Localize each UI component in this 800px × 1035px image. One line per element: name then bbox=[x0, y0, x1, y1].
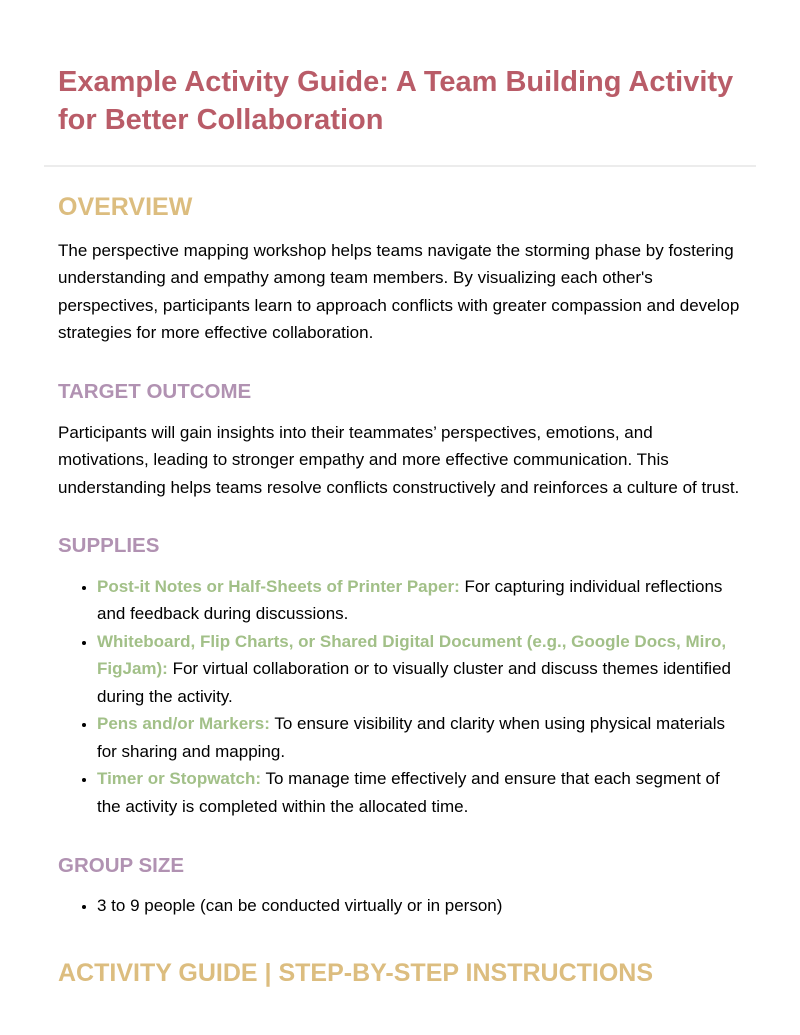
supplies-list-item: • Whiteboard, Flip Charts, or Shared Digital Document (e.g., Google Docs, Miro, FigJam): For virtual collaboration or to visually cluster and discuss themes identified during the activity. bbox=[97, 628, 742, 711]
supplies-list-item: • Post-it Notes or Half-Sheets of Printer Paper: For capturing individual reflections and feedback during discussions. bbox=[97, 573, 742, 628]
section-heading-supplies: SUPPLIES bbox=[58, 534, 160, 558]
divider bbox=[44, 165, 756, 167]
supplies-list-item: • Timer or Stopwatch: To manage time effectively and ensure that each segment of the activity is completed within the allocated time. bbox=[97, 765, 742, 820]
supplies-item-lead: Whiteboard, Flip Charts, or Shared Digital Document (e.g., Google Docs, Miro, FigJam): bbox=[97, 631, 727, 679]
group-size-list bbox=[58, 892, 742, 920]
section-heading-activity-guide: ACTIVITY GUIDE | STEP-BY-STEP INSTRUCTIONS bbox=[58, 958, 654, 987]
supplies-item-lead: Pens and/or Markers: bbox=[97, 714, 270, 734]
supplies-list-item: • Pens and/or Markers: To ensure visibility and clarity when using physical materials for sharing and mapping. bbox=[97, 710, 742, 765]
overview-paragraph: The perspective mapping workshop helps teams navigate the storming phase by fostering understanding and empathy among team members. By visualizing each other's perspectives, participants learn to approach conflicts with greater compassion and develop strategies for more effective collaboration. bbox=[58, 240, 740, 343]
section-heading-group-size: GROUP SIZE bbox=[58, 853, 185, 877]
supplies-item-lead: Post-it Notes or Half-Sheets of Printer Paper: bbox=[97, 576, 460, 596]
page-title: Example Activity Guide: A Team Building Activity for Better Collaboration bbox=[58, 66, 734, 136]
supplies-item-lead: Timer or Stopwatch: bbox=[97, 769, 262, 789]
section-heading-overview: OVERVIEW bbox=[58, 193, 193, 222]
target-outcome-paragraph: Participants will gain insights into their teammates’ perspectives, emotions, and motivations, leading to stronger empathy and more effective communication. This understanding helps teams resolve conflicts constructively and reinforces a culture of trust. bbox=[58, 422, 740, 497]
group-size-list-item: • 3 to 9 people (can be conducted virtually or in person) bbox=[97, 892, 742, 920]
supplies-list bbox=[58, 573, 742, 821]
section-heading-target-outcome: TARGET OUTCOME bbox=[58, 380, 252, 403]
